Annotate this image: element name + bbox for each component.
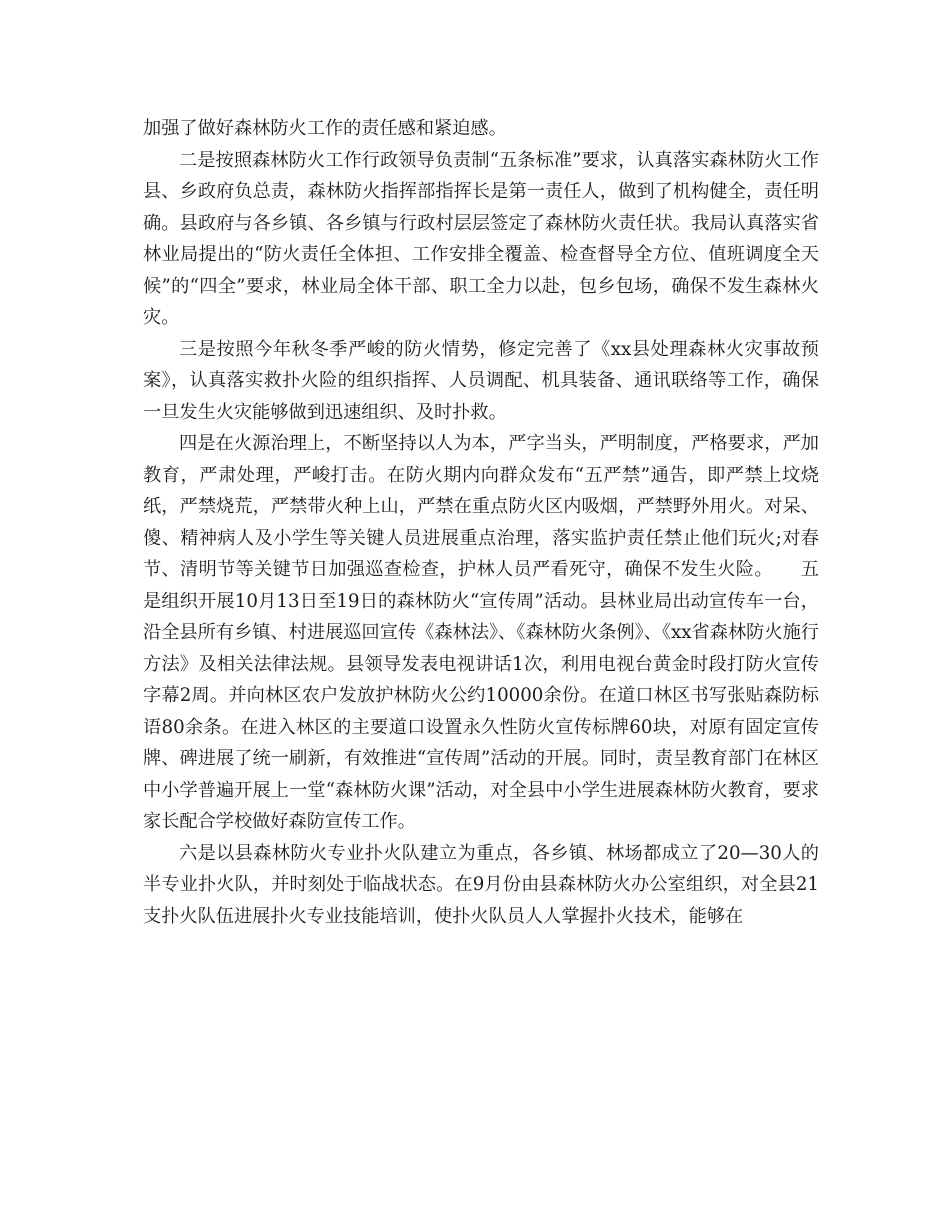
paragraph-three: 三是按照今年秋冬季严峻的防火情势，修定完善了《xx县处理森林火灾事故预案》，认真落实救扑火险的组织指挥、人员调配、机具装备、通讯联络等工作，确保一旦发生火灾能够做到迅速组织、及时扑救。 bbox=[143, 338, 819, 423]
body-text bbox=[143, 113, 819, 932]
paragraph-continuation: 加强了做好森林防火工作的责任感和紧迫感。 bbox=[143, 118, 507, 139]
paragraph-six: 六是以县森林防火专业扑火队建立为重点，各乡镇、林场都成立了20—30人的半专业扑火队，并时刻处于临战状态。在9月份由县森林防火办公室组织，对全县21支扑火队伍进展扑火专业技能培训，使扑火队员人人掌握扑火技术，能够在 bbox=[143, 842, 819, 927]
paragraph-two: 二是按照森林防火工作行政领导负责制“五条标准”要求，认真落实森林防火工作县、乡政府负总责，森林防火指挥部指挥长是第一责任人，做到了机构健全，责任明确。县政府与各乡镇、各乡镇与行政村层层签定了森林防火责任状。我局认真落实省林业局提出的“防火责任全体担、工作安排全覆盖、检查督导全方位、值班调度全天候”的“四全”要求，林业局全体干部、职工全力以赴，包乡包场，确保不发生森林火灾。 bbox=[143, 149, 819, 328]
paragraph-four-five: 四是在火源治理上，不断坚持以人为本，严字当头，严明制度，严格要求，严加教育，严肃处理，严峻打击。在防火期内向群众发布“五严禁”通告，即严禁上坟烧纸，严禁烧荒，严禁带火种上山，严禁在重点防火区内吸烟，严禁野外用火。对呆、傻、精神病人及小学生等关键人员进展重点治理，落实监护责任禁止他们玩火;对春节、清明节等关键节日加强巡查检查，护林人员严看死守，确保不发生火险。 五是组织开展10月13日至19日的森林防火“宣传周”活动。县林业局出动宣传车一台，沿全县所有乡镇、村进展巡回宣传《森林法》、《森林防火条例》、《xx省森林防火施行方法》及相关法律法规。县领导发表电视讲话1次，利用电视台黄金时段打防火宣传字幕2周。并向林区农户发放护林防火公约10000余份。在道口林区书写张贴森防标语80余条。在进入林区的主要道口设置永久性防火宣传标牌60块，对原有固定宣传牌、碑进展了统一刷新，有效推进“宣传周”活动的开展。同时，责呈教育部门在林区中小学普遍开展上一堂“森林防火课”活动，对全县中小学生进展森林防火教育，要求家长配合学校做好森防宣传工作。 bbox=[143, 433, 819, 832]
